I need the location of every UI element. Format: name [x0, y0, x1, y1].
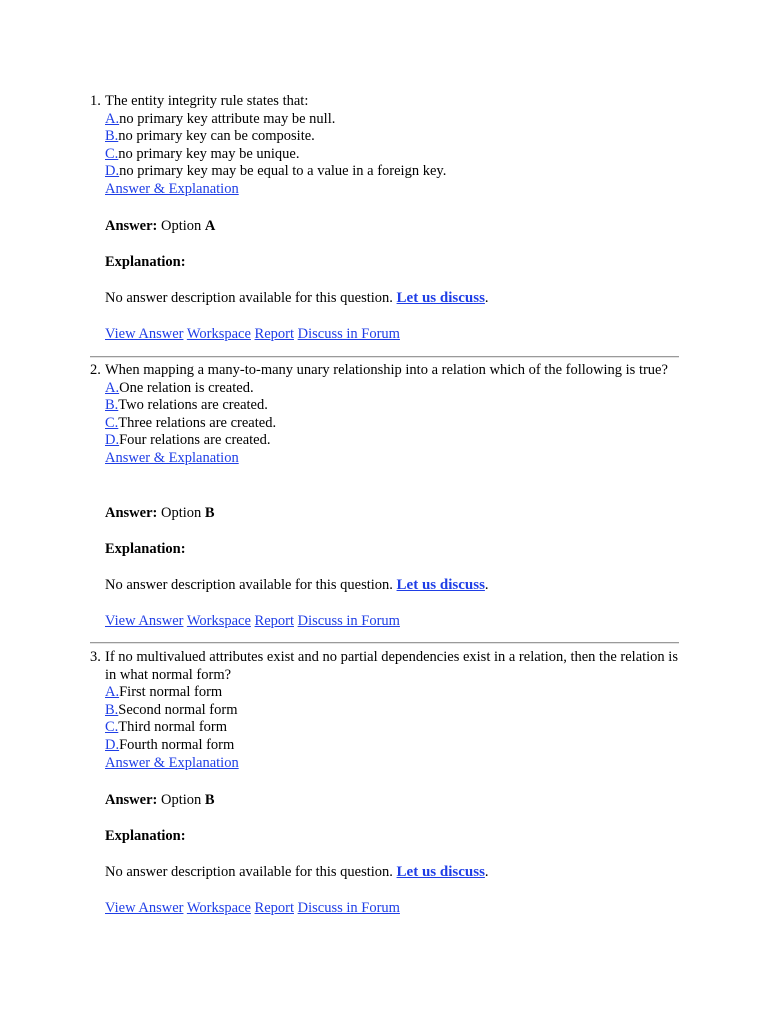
answer-option-word: Option — [160, 505, 202, 521]
option-b-text: Second normal form — [118, 701, 238, 718]
action-links — [105, 899, 400, 917]
option-c-text: no primary key may be unique. — [118, 145, 300, 162]
view-answer-link[interactable]: View Answer — [105, 613, 184, 629]
option-d-link[interactable]: D. — [105, 163, 120, 180]
explanation-text: No answer description available for this question. — [105, 290, 393, 306]
option-d — [90, 432, 680, 450]
workspace-link[interactable]: Workspace — [186, 613, 251, 629]
option-b-link[interactable]: B. — [105, 397, 119, 414]
question-number: 2. — [90, 362, 101, 378]
option-c-link[interactable]: C. — [105, 719, 119, 736]
option-b — [90, 128, 680, 146]
explanation-label: Explanation: — [105, 541, 186, 557]
question-3 — [90, 649, 680, 916]
discuss-in-forum-link[interactable]: Discuss in Forum — [297, 900, 400, 916]
option-d-link[interactable]: D. — [105, 432, 120, 449]
discuss-in-forum-link[interactable]: Discuss in Forum — [297, 326, 400, 342]
workspace-link[interactable]: Workspace — [186, 900, 251, 916]
option-a — [90, 684, 680, 702]
option-b — [90, 702, 680, 720]
view-answer-link[interactable]: View Answer — [105, 326, 184, 342]
report-link[interactable]: Report — [254, 326, 294, 342]
option-a-link[interactable]: A. — [105, 110, 120, 127]
question-2 — [90, 362, 680, 629]
discuss-period: . — [484, 577, 489, 593]
report-link[interactable]: Report — [254, 613, 294, 629]
explanation-line — [105, 863, 489, 881]
explanation-label: Explanation: — [105, 828, 186, 844]
answer-line — [105, 217, 215, 235]
action-links — [105, 612, 400, 630]
option-c — [90, 719, 680, 737]
option-b-link[interactable]: B. — [105, 701, 119, 718]
let-us-discuss-link[interactable]: Let us discuss — [396, 290, 485, 306]
answer-option-word: Option — [160, 218, 202, 234]
explanation-text: No answer description available for this question. — [105, 864, 393, 880]
option-a-text: One relation is created. — [119, 379, 254, 396]
answer-line — [105, 791, 215, 809]
question-number: 3. — [90, 649, 101, 665]
action-links — [105, 325, 400, 343]
explanation-text: No answer description available for this question. — [105, 577, 393, 593]
option-d-text: Four relations are created. — [119, 432, 271, 449]
question-text: When mapping a many-to-many unary relationship into a relation which of the following is true? — [105, 362, 668, 378]
question-text: The entity integrity rule states that: — [105, 93, 309, 109]
let-us-discuss-link[interactable]: Let us discuss — [396, 577, 485, 593]
option-c-text: Three relations are created. — [118, 414, 277, 431]
option-b-text: no primary key can be composite. — [118, 128, 315, 145]
option-d-text: no primary key may be equal to a value in a foreign key. — [119, 163, 447, 180]
option-a — [90, 380, 680, 398]
view-answer-link[interactable]: View Answer — [105, 900, 184, 916]
option-a-text: First normal form — [119, 684, 223, 701]
answer-letter: B — [204, 505, 215, 521]
option-a-link[interactable]: A. — [105, 379, 120, 396]
question-separator — [90, 356, 679, 358]
option-b-text: Two relations are created. — [118, 397, 268, 414]
option-a — [90, 111, 680, 129]
option-d — [90, 737, 680, 755]
answer-line — [105, 504, 215, 522]
option-d-link[interactable]: D. — [105, 736, 120, 753]
option-a-link[interactable]: A. — [105, 684, 120, 701]
option-d — [90, 163, 680, 181]
option-c — [90, 415, 680, 433]
answer-letter: B — [204, 792, 215, 808]
answer-label: Answer: — [105, 792, 158, 808]
report-link[interactable]: Report — [254, 900, 294, 916]
option-c — [90, 146, 680, 164]
option-b — [90, 397, 680, 415]
option-c-text: Third normal form — [118, 719, 228, 736]
answer-label: Answer: — [105, 218, 158, 234]
question-1 — [90, 93, 680, 342]
answer-explanation-link[interactable]: Answer & Explanation — [105, 180, 239, 197]
option-a-text: no primary key attribute may be null. — [119, 110, 336, 127]
answer-option-word: Option — [160, 792, 202, 808]
explanation-line — [105, 576, 489, 594]
discuss-in-forum-link[interactable]: Discuss in Forum — [297, 613, 400, 629]
answer-letter: A — [204, 218, 216, 234]
let-us-discuss-link[interactable]: Let us discuss — [396, 864, 485, 880]
explanation-line — [105, 289, 489, 307]
option-c-link[interactable]: C. — [105, 414, 119, 431]
explanation-label: Explanation: — [105, 254, 186, 270]
discuss-period: . — [484, 290, 489, 306]
option-c-link[interactable]: C. — [105, 145, 119, 162]
workspace-link[interactable]: Workspace — [186, 326, 251, 342]
question-number: 1. — [90, 93, 101, 109]
answer-explanation-link[interactable]: Answer & Explanation — [105, 754, 239, 771]
answer-explanation-link[interactable]: Answer & Explanation — [105, 449, 239, 466]
discuss-period: . — [484, 864, 489, 880]
question-text: If no multivalued attributes exist and no partial dependencies exist in a relation, then the relation is in what normal form? — [105, 649, 678, 683]
option-d-text: Fourth normal form — [119, 736, 235, 753]
option-b-link[interactable]: B. — [105, 128, 119, 145]
question-separator — [90, 642, 679, 644]
answer-label: Answer: — [105, 505, 158, 521]
